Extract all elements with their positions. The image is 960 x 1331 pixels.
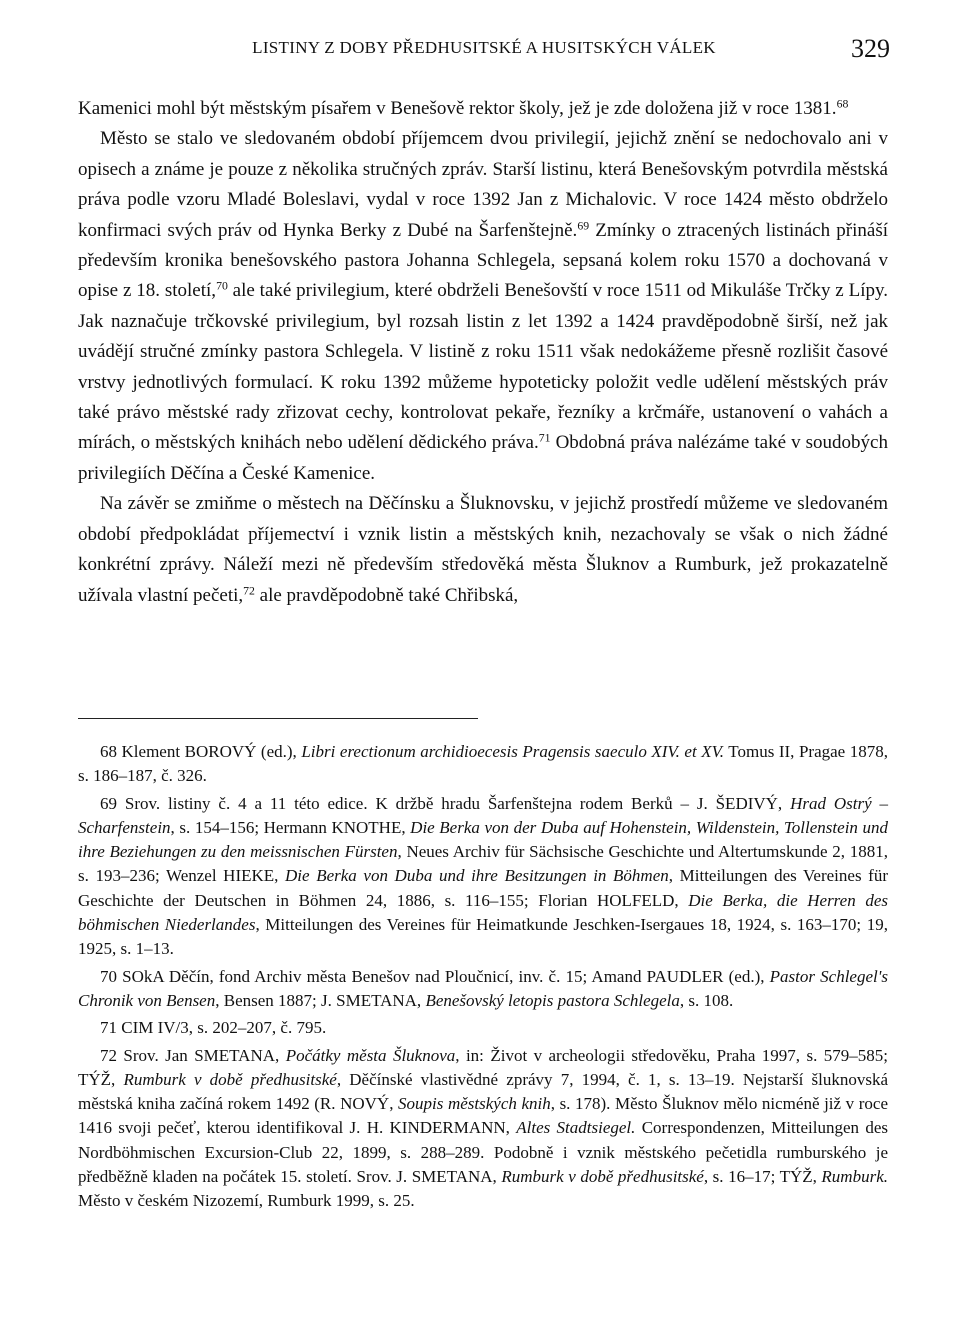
footnote-title: Die Berka von der Duba auf Hohenstein, Wildenstein, Tollenstein und ihre Beziehungen zu den meissnischen Fürsten bbox=[78, 817, 888, 862]
footnote-number: 72 bbox=[100, 1045, 117, 1065]
footnote-number: 68 bbox=[100, 742, 117, 761]
paragraph-3 bbox=[78, 489, 888, 611]
footnote-ref-70: 70 bbox=[216, 279, 228, 293]
footnote-ref-68: 68 bbox=[836, 97, 849, 111]
footnote-title: Rumburk v době předhusitské bbox=[501, 1167, 704, 1187]
footnote-title: Benešovský letopis pastora Schlegela bbox=[425, 990, 680, 1010]
footnote-number: 69 bbox=[100, 793, 117, 813]
footnote-text: Město v českém Nizozemí, Rumburk 1999, s. 25. bbox=[78, 1191, 415, 1211]
footnote-number: 71 bbox=[100, 1018, 117, 1038]
footnote-ref-69: 69 bbox=[577, 219, 590, 233]
footnote-title: Rumburk v době předhusitské bbox=[123, 1069, 337, 1089]
footnote-title: Altes Stadtsiegel. bbox=[516, 1118, 636, 1138]
footnote-ref-72: 72 bbox=[243, 584, 255, 598]
footnote-number: 70 bbox=[100, 966, 117, 986]
page-header bbox=[78, 34, 890, 68]
footnote-title: Pastor Schlegel's Chronik von Bensen bbox=[78, 966, 888, 1010]
paragraph-1 bbox=[78, 94, 888, 124]
paragraph-2-text-d: Obdobná práva nalézáme také v soudobých privilegiích Děčína a České Kamenice. bbox=[78, 432, 888, 484]
running-title: LISTINY Z DOBY PŘEDHUSITSKÉ A HUSITSKÝCH VÁLEK bbox=[252, 38, 716, 57]
footnote-separator bbox=[78, 718, 478, 719]
footnote-text: Klement BOROVÝ (ed.), bbox=[117, 742, 302, 761]
footnote-text: , s. 108. bbox=[679, 990, 734, 1010]
footnote-title: Hrad Ostrý – Scharfenstein bbox=[78, 793, 889, 837]
paragraph-2-text-a: Město se stalo ve sledovaném období příjemcem dvou privilegií, jejichž znění se nedochovalo ani v opisech a známe je pouze z několika stručných zpráv. Starší listinu, která Benešovským potvrdila městská práva podle vzoru Mladé Boleslavi, vydal v roce 1392 Jan z Michalovic. V roce 1424 město obdrželo konfirmaci svých práv od Hynka Berky z Dubé na Šarfenštejně. bbox=[78, 128, 888, 241]
footnote-text: Correspondenzen, Mitteilungen des Nordböhmischen Excursion-Club 22, 1899, s. 288–289. Podobně i vznik městského pečetidla rumburského je předběžně kladen na počátek 15. století. Srov. J. SMETANA, bbox=[78, 1118, 889, 1187]
footnote-text: , s. 16–17; TÝŽ, bbox=[703, 1167, 822, 1187]
footnote-title: Rumburk. bbox=[821, 1167, 888, 1187]
paragraph-3-text-a: Na závěr se zmiňme o městech na Děčínsku a Šluknovsku, v jejichž prostředí můžeme ve sledovaném období předpokládat příjemectví i vznik listin a městských knih, nezachovaly se však o nich žádné konkrétní zprávy. Náleží mezi ně především středověká města Šluknov a Rumburk, jež prokazatelně užívala vlastní pečeti, bbox=[78, 493, 888, 606]
paragraph-2-text-c: ale také privilegium, které obdrželi Benešovští v roce 1511 od Mikuláše Trčky z Lípy. Jak naznačuje trčkovské privilegium, byl rozsah listin z let 1392 a 1424 pravděpodobně širší, než jak uvádějí stručné zmínky pastora Schlegela. V listině z roku 1511 však nedokážeme přesně rozlišit časové vrstvy jednotlivých formulací. K roku 1392 můžeme hypoteticky položit vedle udělení městských práv také právo městské rady zřizovat cechy, kontrolovat pekaře, řezníky a krčmáře, ustanovení o vahách a mírách, o městských knihách nebo udělení dědického práva. bbox=[78, 280, 888, 454]
footnote-text: , Děčínské vlastivědné zprávy 7, 1994, č. 1, s. 13–19. Nejstarší šluknovská městská kniha začíná rokem 1492 (R. NOVÝ, bbox=[78, 1069, 888, 1114]
footnote-71 bbox=[78, 1016, 888, 1040]
footnote-text: , Bensen 1887; J. SMETANA, bbox=[215, 990, 426, 1010]
footnote-text: , s. 178). Město Šluknov mělo nicméně již v roce 1416 svoji pečeť, kterou identifikoval J. H. KINDERMANN, bbox=[78, 1094, 888, 1138]
footnote-68 bbox=[78, 740, 888, 789]
page-number: 329 bbox=[851, 34, 890, 63]
footnote-text: , Neues Archiv für Sächsische Geschichte und Altertumskunde 2, 1881, s. 193–236; Wenzel HIEKE, bbox=[78, 842, 888, 886]
footnote-72 bbox=[78, 1044, 888, 1214]
paragraph-1-text: Kamenici mohl být městským písařem v Benešově rektor školy, jež je zde doložena již v roce 1381. bbox=[78, 98, 837, 119]
footnote-title: Libri erectionum archidioecesis Pragensis saeculo XIV. et XV. bbox=[301, 742, 725, 761]
footnote-ref-71: 71 bbox=[538, 432, 551, 445]
footnote-title: Počátky města Šluknova bbox=[285, 1045, 456, 1065]
footnote-text: Srov. Jan SMETANA, bbox=[117, 1045, 286, 1065]
footnote-text: , s. 154–156; Hermann KNOTHE, bbox=[170, 817, 411, 837]
paragraph-2-text-b: Zmínky o ztracených listinách přináší především kronika benešovského pastora Johanna Schlegela, sepsaná kolem roku 1570 a dochovaná v opise z 18. století, bbox=[78, 219, 888, 302]
paragraph-2 bbox=[78, 124, 888, 489]
footnote-title: Soupis městských knih bbox=[398, 1094, 551, 1114]
footnote-text: , Mitteilungen des Vereines für Geschichte der Deutschen in Böhmen 24, 1886, s. 116–155; Florian HOLFELD, bbox=[78, 866, 889, 910]
paragraph-3-text-b: ale pravděpodobně také Chřibská, bbox=[254, 584, 519, 606]
footnote-text: , Mitteilungen des Vereines für Heimatkunde Jeschken-Isergaues 18, 1924, s. 163–170; 19, 1925, s. 1–13. bbox=[78, 915, 888, 959]
footnote-70 bbox=[78, 965, 888, 1014]
footnote-title: Die Berka, die Herren des böhmischen Niederlandes bbox=[78, 890, 888, 935]
footnote-title: Die Berka von Duba und ihre Besitzungen in Böhmen bbox=[285, 866, 669, 886]
footnote-text: Tomus II, Pragae 1878, s. 186–187, č. 326. bbox=[78, 742, 888, 786]
footnote-text: , in: Život v archeologii středověku, Praha 1997, s. 579–585; TÝŽ, bbox=[78, 1045, 889, 1089]
main-text bbox=[78, 94, 888, 611]
footnote-69 bbox=[78, 792, 888, 962]
footnote-text: Srov. listiny č. 4 a 11 této edice. K držbě hradu Šarfenštejna rodem Berků – J. ŠEDIVÝ, bbox=[117, 793, 791, 813]
footnote-text: SOkA Děčín, fond Archiv města Benešov nad Ploučnicí, inv. č. 15; Amand PAUDLER (ed.), bbox=[117, 966, 770, 986]
footnotes bbox=[78, 740, 888, 1217]
footnote-text: CIM IV/3, s. 202–207, č. 795. bbox=[117, 1018, 327, 1038]
